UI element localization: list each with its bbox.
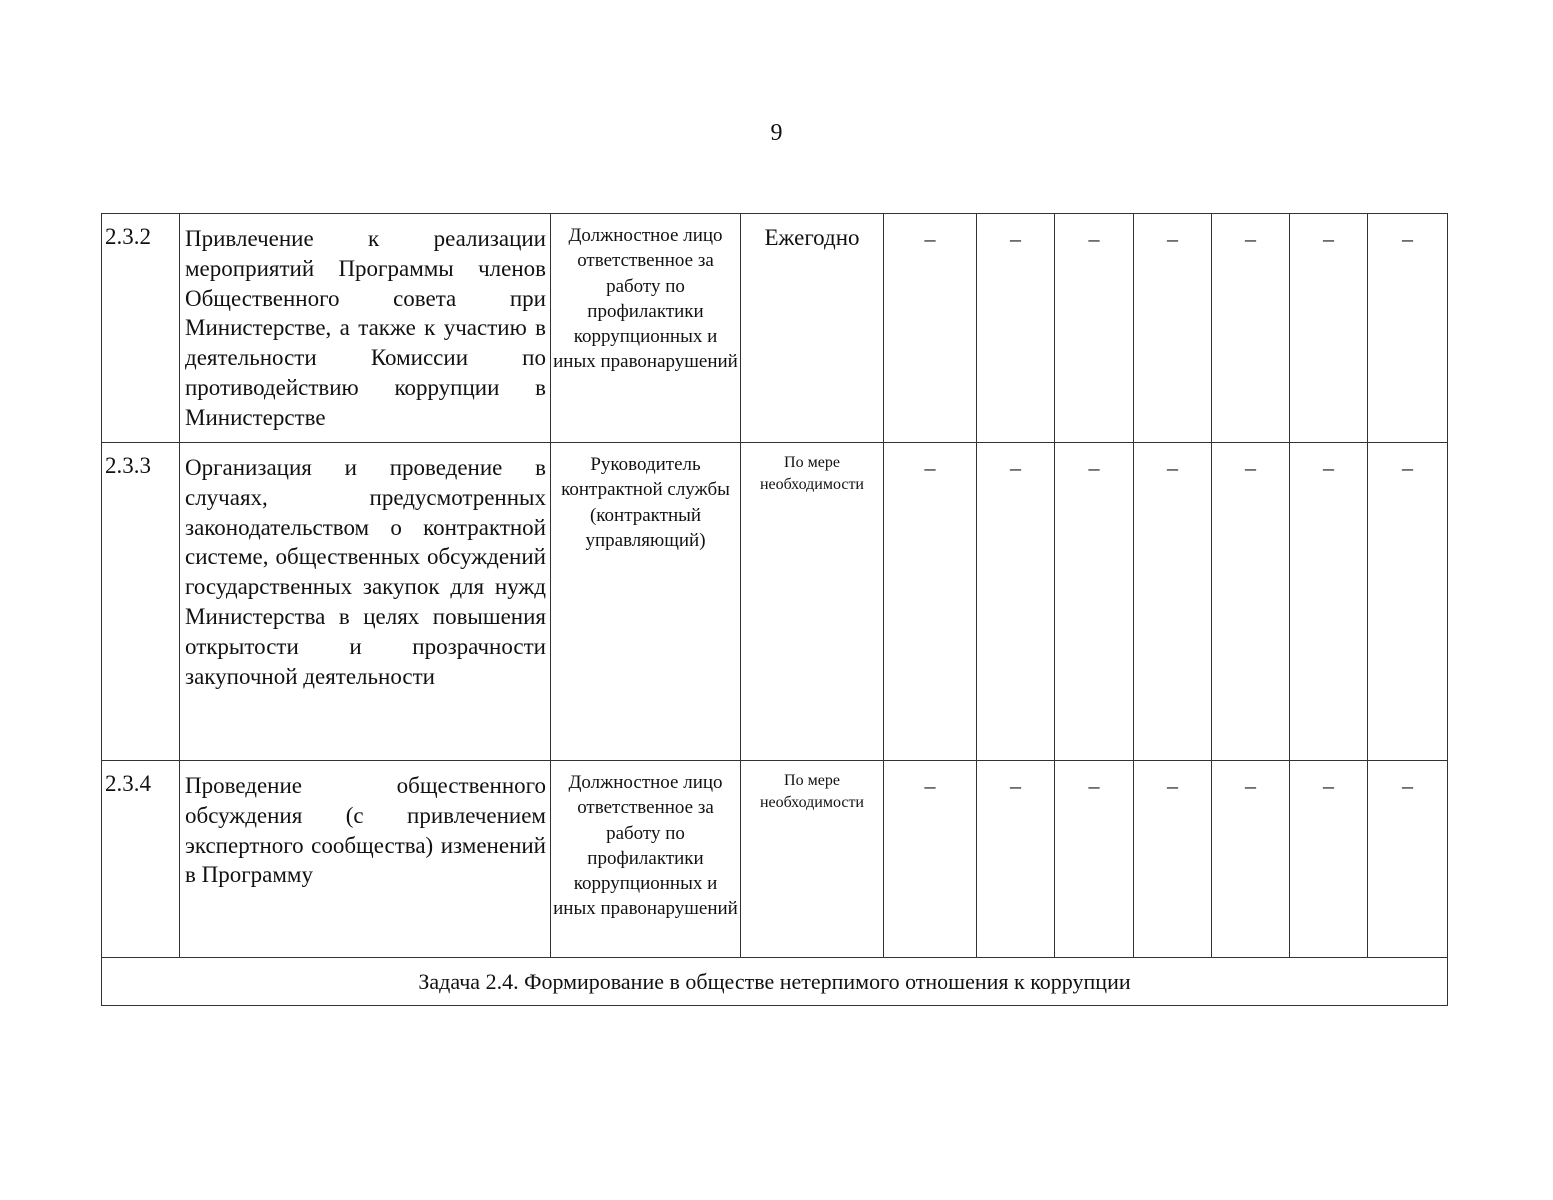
value-cell: – (977, 214, 1055, 443)
value-cell: – (1290, 443, 1368, 761)
responsible-person: Должностное лицо ответственное за работу по профилактики коррупционных и иных правонарушений (551, 761, 741, 958)
value-cell: – (1368, 443, 1448, 761)
page-number: 9 (770, 120, 783, 146)
value-cell: – (1212, 214, 1290, 443)
execution-term: Ежегодно (741, 214, 884, 443)
value-cell: – (1055, 761, 1134, 958)
measures-table (101, 213, 1448, 1006)
value-cell: – (1212, 443, 1290, 761)
value-cell: – (884, 214, 977, 443)
row-number: 2.3.2 (102, 214, 180, 443)
table-row (102, 443, 1448, 761)
table-row (102, 214, 1448, 443)
task-heading: Задача 2.4. Формирование в обществе нетерпимого отношения к коррупции (102, 958, 1448, 1006)
value-cell: – (1212, 761, 1290, 958)
value-cell: – (1290, 214, 1368, 443)
row-number: 2.3.4 (102, 761, 180, 958)
value-cell: – (1368, 214, 1448, 443)
value-cell: – (884, 761, 977, 958)
responsible-person: Руководитель контрактной службы (контрактный управляющий) (551, 443, 741, 761)
value-cell: – (977, 761, 1055, 958)
value-cell: – (1055, 443, 1134, 761)
value-cell: – (1134, 761, 1212, 958)
task-heading-row (102, 958, 1448, 1006)
value-cell: – (1134, 214, 1212, 443)
value-cell: – (884, 443, 977, 761)
execution-term: По мере необходимости (741, 761, 884, 958)
value-cell: – (1290, 761, 1368, 958)
execution-term: По мере необходимости (741, 443, 884, 761)
measure-name: Проведение общественного обсуждения (с привлечением экспертного сообщества) изменений в Программу (180, 761, 551, 958)
measure-name: Привлечение к реализации мероприятий Программы членов Общественного совета при Министерстве, а также к участию в деятельности Комиссии по противодействию коррупции в Министерстве (180, 214, 551, 443)
measure-name: Организация и проведение в случаях, предусмотренных законодательством о контрактной системе, общественных обсуждений государственных закупок для нужд Министерства в целях повышения открытости и прозрачности закупочной деятельности (180, 443, 551, 761)
responsible-person: Должностное лицо ответственное за работу по профилактики коррупционных и иных правонарушений (551, 214, 741, 443)
value-cell: – (1055, 214, 1134, 443)
row-number: 2.3.3 (102, 443, 180, 761)
value-cell: – (1368, 761, 1448, 958)
table-row (102, 761, 1448, 958)
value-cell: – (1134, 443, 1212, 761)
value-cell: – (977, 443, 1055, 761)
